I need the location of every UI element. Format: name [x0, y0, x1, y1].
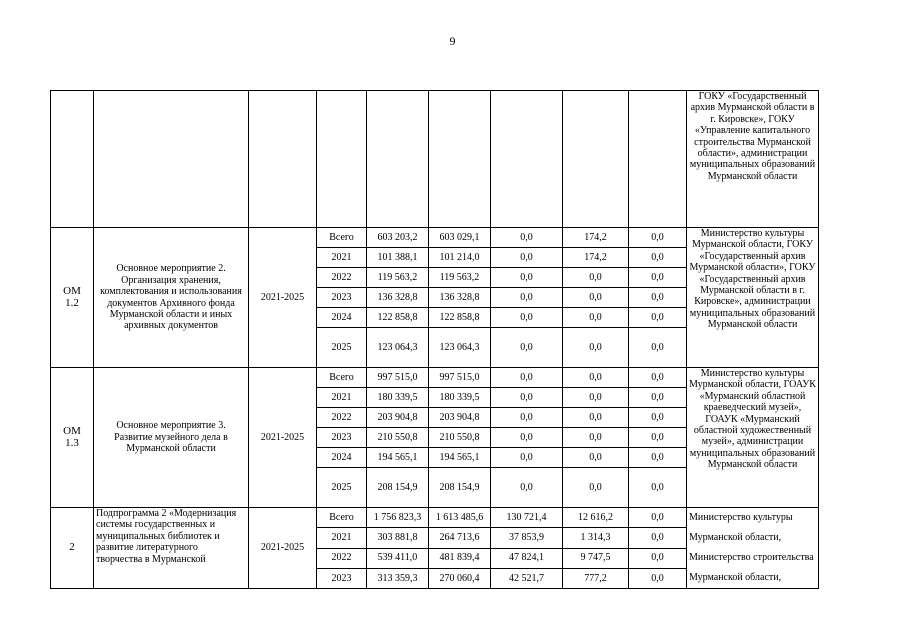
amount-cell: 0,0	[629, 508, 687, 528]
amount-cell: 101 214,0	[429, 248, 491, 268]
year-cell: Всего	[317, 368, 367, 388]
amount-cell: 194 565,1	[367, 448, 429, 468]
amount-cell: 0,0	[629, 568, 687, 588]
measure-name-cell: Основное мероприятие 3. Развитие музейного дела в Мурманской области	[94, 368, 249, 508]
amount-cell: 0,0	[491, 428, 563, 448]
table-row	[51, 91, 819, 228]
amount-cell: 0,0	[629, 288, 687, 308]
amount-cell: 0,0	[491, 368, 563, 388]
amount-cell: 0,0	[563, 388, 629, 408]
amount-cell: 0,0	[629, 308, 687, 328]
amount-cell: 180 339,5	[367, 388, 429, 408]
amount-cell: 123 064,3	[429, 328, 491, 368]
year-cell: 2021	[317, 528, 367, 548]
empty-cell	[629, 91, 687, 228]
year-cell: Всего	[317, 228, 367, 248]
amount-cell: 210 550,8	[367, 428, 429, 448]
page-number: 9	[449, 34, 456, 48]
amount-cell: 603 203,2	[367, 228, 429, 248]
amount-cell: 0,0	[629, 268, 687, 288]
amount-cell: 123 064,3	[367, 328, 429, 368]
amount-cell: 0,0	[629, 248, 687, 268]
amount-cell: 0,0	[563, 268, 629, 288]
amount-cell: 136 328,8	[367, 288, 429, 308]
executors-cell: Министерство культуры Мурманской области, Министерство строительства Мурманской области,	[687, 508, 819, 589]
amount-cell: 0,0	[491, 248, 563, 268]
amount-cell: 0,0	[491, 408, 563, 428]
amount-cell: 208 154,9	[429, 468, 491, 508]
empty-cell	[367, 91, 429, 228]
empty-cell	[563, 91, 629, 228]
amount-cell: 270 060,4	[429, 568, 491, 588]
amount-cell: 0,0	[629, 548, 687, 568]
amount-cell: 119 563,2	[367, 268, 429, 288]
amount-cell: 9 747,5	[563, 548, 629, 568]
measure-code-cell: 2	[51, 508, 94, 589]
measure-code-cell: ОМ 1.3	[51, 368, 94, 508]
amount-cell: 0,0	[629, 448, 687, 468]
year-cell: 2022	[317, 408, 367, 428]
amount-cell: 0,0	[491, 468, 563, 508]
amount-cell: 0,0	[563, 468, 629, 508]
amount-cell: 42 521,7	[491, 568, 563, 588]
amount-cell: 130 721,4	[491, 508, 563, 528]
period-cell: 2021-2025	[249, 368, 317, 508]
amount-cell: 12 616,2	[563, 508, 629, 528]
amount-cell: 122 858,8	[367, 308, 429, 328]
amount-cell: 603 029,1	[429, 228, 491, 248]
amount-cell: 174,2	[563, 248, 629, 268]
amount-cell: 0,0	[563, 428, 629, 448]
amount-cell: 136 328,8	[429, 288, 491, 308]
amount-cell: 303 881,8	[367, 528, 429, 548]
amount-cell: 0,0	[491, 448, 563, 468]
empty-cell	[94, 91, 249, 228]
year-cell: 2021	[317, 248, 367, 268]
executors-cell: ГОКУ «Государственный архив Мурманской области в г. Кировске», ГОКУ «Управление капитального строительства Мурманской области», администрации муниципальных образований Мурманской области	[687, 91, 819, 228]
table-row	[51, 368, 819, 388]
amount-cell: 0,0	[563, 288, 629, 308]
amount-cell: 210 550,8	[429, 428, 491, 448]
year-cell: 2021	[317, 388, 367, 408]
amount-cell: 0,0	[629, 408, 687, 428]
executors-cell: Министерство культуры Мурманской области, ГОКУ «Государственный архив Мурманской области», ГОКУ «Государственный архив Мурманской области в г. Кировске», администрации муниципальных образований Мурманской области	[687, 228, 819, 368]
amount-cell: 0,0	[629, 228, 687, 248]
amount-cell: 0,0	[629, 328, 687, 368]
table-row	[51, 508, 819, 528]
year-cell: 2024	[317, 448, 367, 468]
table-row	[51, 228, 819, 248]
amount-cell: 0,0	[563, 408, 629, 428]
amount-cell: 0,0	[563, 368, 629, 388]
amount-cell: 777,2	[563, 568, 629, 588]
amount-cell: 0,0	[491, 288, 563, 308]
period-cell: 2021-2025	[249, 228, 317, 368]
amount-cell: 0,0	[629, 368, 687, 388]
amount-cell: 37 853,9	[491, 528, 563, 548]
year-cell: 2023	[317, 568, 367, 588]
amount-cell: 0,0	[491, 388, 563, 408]
year-cell: 2025	[317, 328, 367, 368]
year-cell: 2025	[317, 468, 367, 508]
amount-cell: 1 756 823,3	[367, 508, 429, 528]
amount-cell: 119 563,2	[429, 268, 491, 288]
amount-cell: 0,0	[629, 428, 687, 448]
amount-cell: 203 904,8	[429, 408, 491, 428]
amount-cell: 539 411,0	[367, 548, 429, 568]
amount-cell: 997 515,0	[367, 368, 429, 388]
amount-cell: 0,0	[563, 328, 629, 368]
empty-cell	[51, 91, 94, 228]
budget-table	[50, 90, 819, 589]
amount-cell: 0,0	[629, 468, 687, 508]
amount-cell: 997 515,0	[429, 368, 491, 388]
amount-cell: 208 154,9	[367, 468, 429, 508]
measure-code-cell: ОМ 1.2	[51, 228, 94, 368]
amount-cell: 47 824,1	[491, 548, 563, 568]
amount-cell: 481 839,4	[429, 548, 491, 568]
amount-cell: 174,2	[563, 228, 629, 248]
amount-cell: 0,0	[563, 448, 629, 468]
empty-cell	[317, 91, 367, 228]
amount-cell: 180 339,5	[429, 388, 491, 408]
year-cell: 2023	[317, 288, 367, 308]
amount-cell: 0,0	[491, 228, 563, 248]
empty-cell	[491, 91, 563, 228]
empty-cell	[249, 91, 317, 228]
measure-name-cell: Подпрограмма 2 «Модернизация системы государственных и муниципальных библиотек и развитие литературного творчества в Мурманской	[94, 508, 249, 589]
year-cell: 2022	[317, 268, 367, 288]
amount-cell: 313 359,3	[367, 568, 429, 588]
amount-cell: 194 565,1	[429, 448, 491, 468]
year-cell: 2024	[317, 308, 367, 328]
amount-cell: 264 713,6	[429, 528, 491, 548]
amount-cell: 0,0	[491, 328, 563, 368]
year-cell: 2023	[317, 428, 367, 448]
measure-name-cell: Основное мероприятие 2. Организация хранения, комплектования и использования документов Архивного фонда Мурманской области и иных архивных документов	[94, 228, 249, 368]
amount-cell: 0,0	[629, 528, 687, 548]
amount-cell: 0,0	[491, 308, 563, 328]
amount-cell: 203 904,8	[367, 408, 429, 428]
amount-cell: 1 613 485,6	[429, 508, 491, 528]
amount-cell: 122 858,8	[429, 308, 491, 328]
executors-cell: Министерство культуры Мурманской области, ГОАУК «Мурманский областной краеведческий музей», ГОАУК «Мурманский областной художественный музей», администрации муниципальных образований Мурманской области	[687, 368, 819, 508]
amount-cell: 0,0	[629, 388, 687, 408]
year-cell: Всего	[317, 508, 367, 528]
empty-cell	[429, 91, 491, 228]
period-cell: 2021-2025	[249, 508, 317, 589]
amount-cell: 0,0	[563, 308, 629, 328]
amount-cell: 0,0	[491, 268, 563, 288]
amount-cell: 101 388,1	[367, 248, 429, 268]
year-cell: 2022	[317, 548, 367, 568]
amount-cell: 1 314,3	[563, 528, 629, 548]
